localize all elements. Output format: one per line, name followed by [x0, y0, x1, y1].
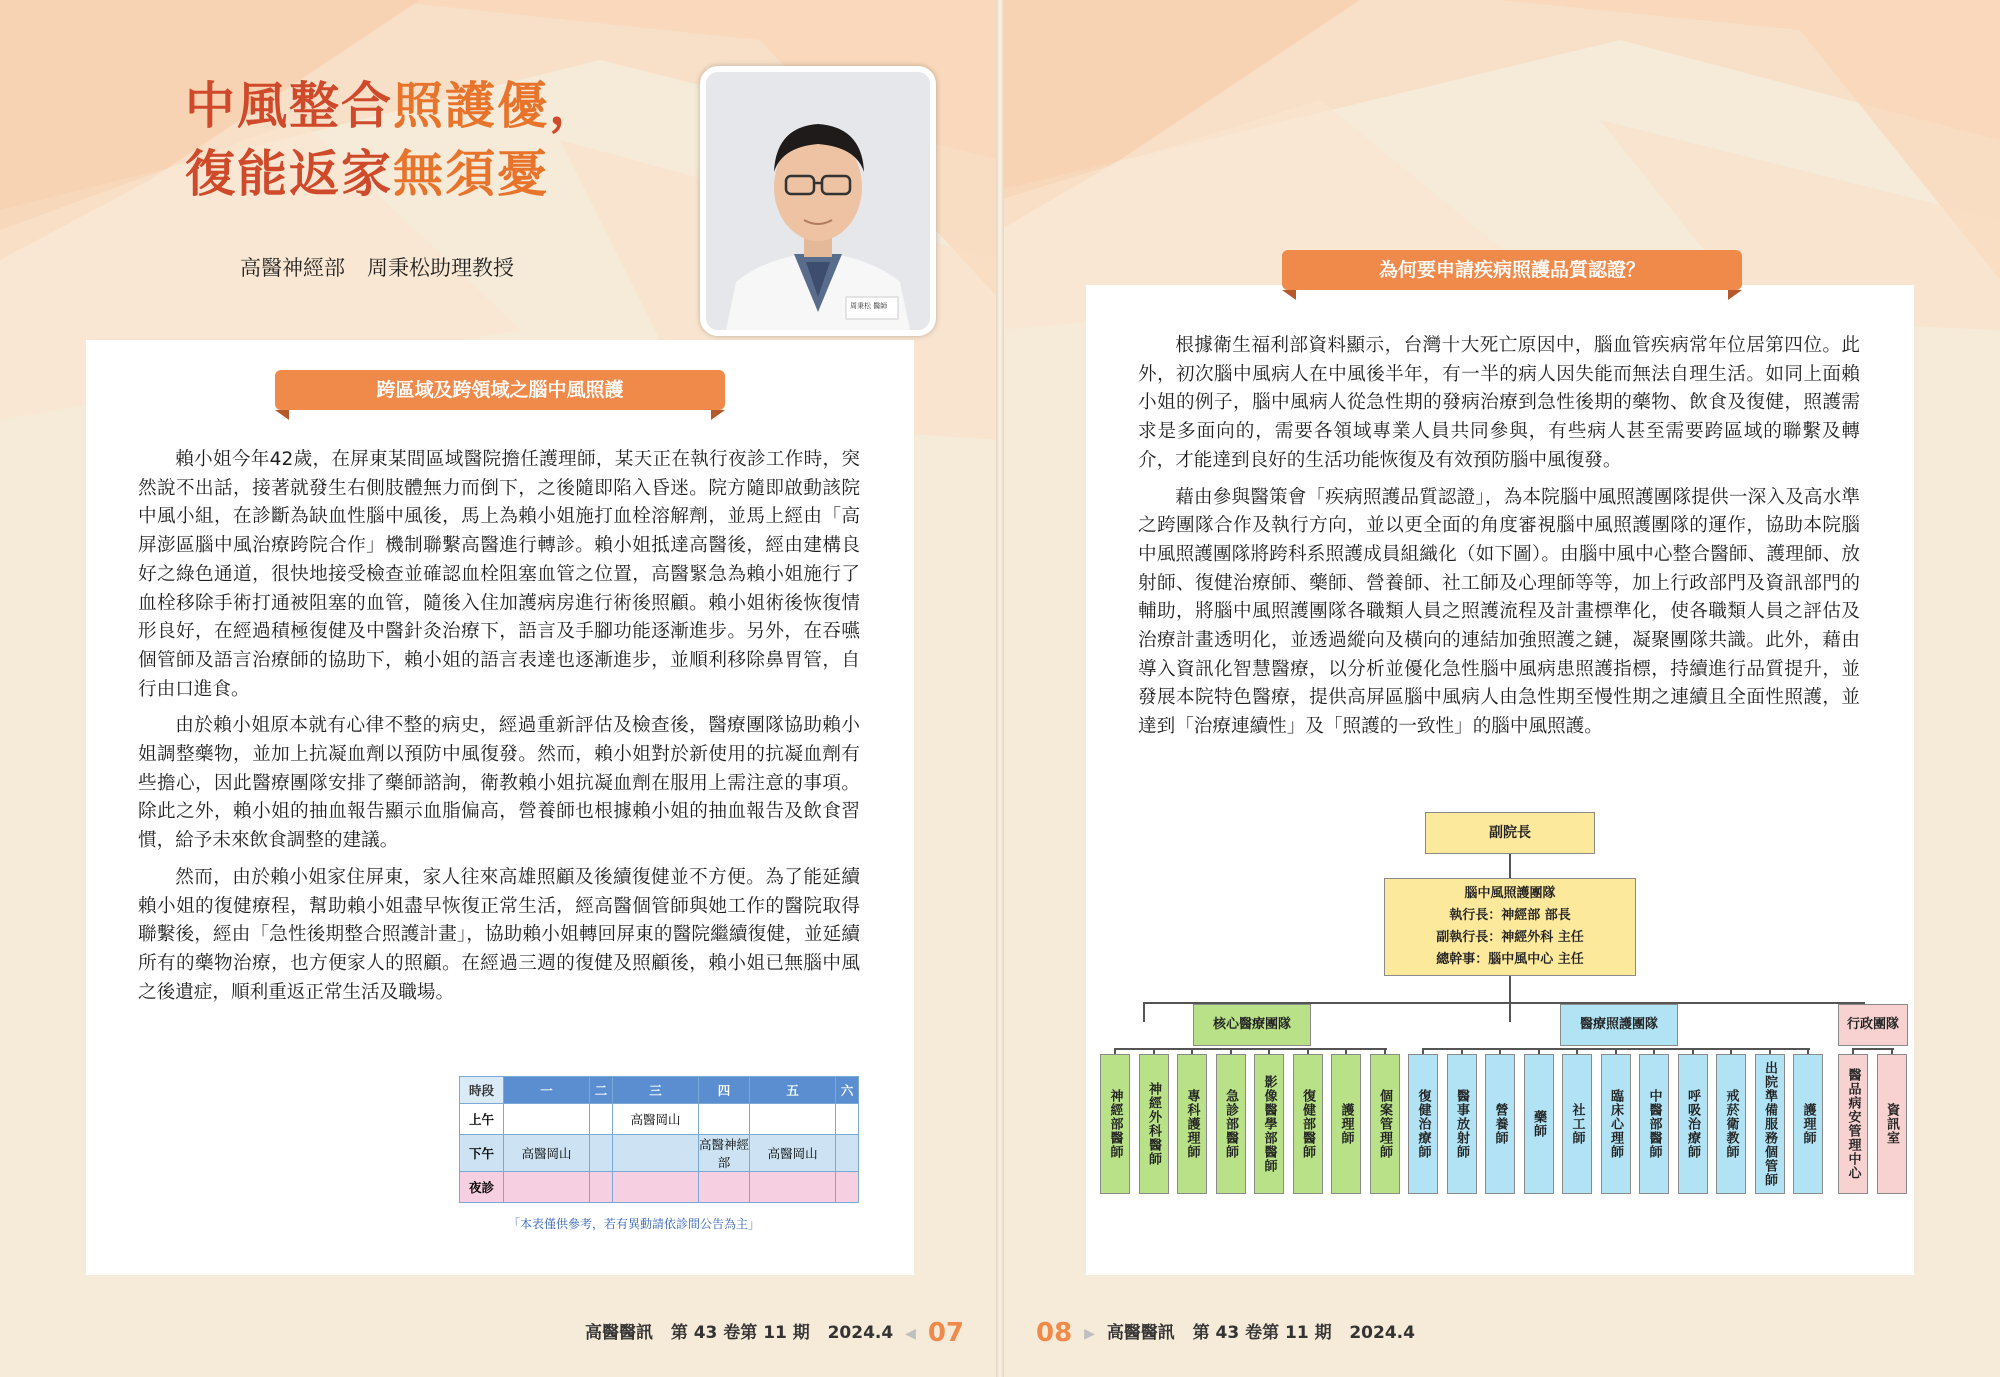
paragraph: 藉由參與醫策會「疾病照護品質認證」，為本院腦中風照護團隊提供一深入及高水準之跨團隊合作及執行方向，並以更全面的角度審視腦中風照護團隊的運作，協助本院腦中風照護團隊將跨科系照護成員組織化（如下圖）。由腦中風中心整合醫師、護理師、放射師、復健治療師、藥師、營養師、社工師及心理師等等，加上行政部門及資訊部門的輔助，將腦中風照護團隊各職類人員之照護流程及計畫標準化，使各職類人員之評估及治療計畫透明化，並透過縱向及橫向的連結加強照護之鏈，凝聚團隊共識。此外，藉由導入資訊化智慧醫療，以分析並優化急性腦中風病患照護指標，持續進行品質提升，並發展本院特色醫療，提供高屏區腦中風病人由急性期至慢性期之連續且全面性照護，並達到「治療連續性」及「照護的一致性」的腦中風照護。 — [1138, 486, 1860, 738]
org-group-admin: 行政團隊 — [1838, 1004, 1908, 1046]
org-team-box — [1384, 878, 1636, 976]
author-name: 周秉松助理教授 — [367, 256, 514, 280]
schedule-cell — [590, 1135, 613, 1172]
org-connector — [1509, 854, 1511, 878]
schedule-header: 六 — [836, 1077, 859, 1104]
issue-date: 2024.4 — [1349, 1323, 1415, 1343]
org-member-box: 醫事放射師 — [1447, 1054, 1477, 1194]
schedule-cell — [503, 1172, 589, 1203]
section-title-left: 跨區域及跨領域之腦中風照護 — [376, 379, 624, 401]
org-connector — [1853, 1048, 1894, 1050]
schedule-row-night — [460, 1172, 859, 1203]
schedule-cell — [612, 1172, 698, 1203]
org-member-box: 醫品病安管理中心 — [1838, 1054, 1868, 1194]
section-title-right: 為何要申請疾病照護品質認證？ — [1378, 259, 1645, 281]
org-member-box: 護理師 — [1793, 1054, 1823, 1194]
org-connector — [1509, 1002, 1511, 1022]
org-member-box: 急診部醫師 — [1216, 1054, 1246, 1194]
right-footer — [1036, 1318, 1415, 1348]
schedule-cell — [612, 1135, 698, 1172]
schedule-cell — [699, 1172, 750, 1203]
schedule-cell — [590, 1104, 613, 1135]
schedule-cell — [750, 1172, 836, 1203]
org-member-box: 復健部醫師 — [1293, 1054, 1323, 1194]
doctor-portrait-image — [706, 72, 930, 330]
org-team-line: 副執行長：神經外科 主任 — [1436, 930, 1584, 945]
schedule-header: 二 — [590, 1077, 613, 1104]
schedule-header: 三 — [612, 1077, 698, 1104]
schedule-cell — [836, 1104, 859, 1135]
org-member-box: 資訊室 — [1877, 1054, 1907, 1194]
org-member-box: 藥師 — [1524, 1054, 1554, 1194]
schedule-cell: 高醫岡山 — [612, 1104, 698, 1135]
org-member-box: 護理師 — [1331, 1054, 1361, 1194]
org-member-box: 呼吸治療師 — [1678, 1054, 1708, 1194]
schedule-row-label: 夜診 — [460, 1172, 504, 1203]
schedule-cell — [836, 1172, 859, 1203]
org-member-box: 神經外科醫師 — [1139, 1054, 1169, 1194]
author-line — [240, 252, 536, 282]
right-article-body — [1138, 332, 1860, 750]
volume-issue: 第 43 卷第 11 期 — [670, 1323, 810, 1343]
left-article-body — [138, 446, 860, 1015]
volume-issue: 第 43 卷第 11 期 — [1192, 1323, 1332, 1343]
schedule-header: 一 — [503, 1077, 589, 1104]
schedule-header: 時段 — [460, 1077, 504, 1104]
paragraph: 然而，由於賴小姐家住屏東，家人往來高雄照顧及後續復健並不方便。為了能延續賴小姐的復健療程，幫助賴小姐盡早恢復正常生活，經高醫個管師與她工作的醫院取得聯繫後，經由「急性後期整合照護計畫」，協助賴小姐轉回屏東的醫院繼續復健，並延續所有的藥物治療，也方便家人的照顧。在經過三週的復健及照顧後，賴小姐已無腦中風之後遺症，順利重返正常生活及職場。 — [138, 866, 860, 1003]
org-member-box: 營養師 — [1485, 1054, 1515, 1194]
name-badge: 周秉松 醫師 — [850, 302, 888, 310]
schedule-header: 四 — [699, 1077, 750, 1104]
page-number: 07 — [927, 1318, 964, 1348]
org-member-box: 復健治療師 — [1408, 1054, 1438, 1194]
org-group-care: 醫療照護團隊 — [1560, 1004, 1678, 1046]
org-team-line: 執行長：神經部 部長 — [1449, 908, 1571, 923]
org-connector — [1143, 1002, 1145, 1022]
org-member-box: 戒菸衛教師 — [1716, 1054, 1746, 1194]
org-member-box: 出院準備服務個管師 — [1755, 1054, 1785, 1194]
paragraph: 根據衛生福利部資料顯示，台灣十大死亡原因中，腦血管疾病常年位居第四位。此外，初次腦中風病人在中風後半年，有一半的病人因失能而無法自理生活。如同上面賴小姐的例子，腦中風病人從急性期的發病治療到急性後期的藥物、飲食及復健，照護需求是多面向的，需要各領域專業人員共同參與，有些病人甚至需要跨區域的聯繫及轉介，才能達到良好的生活功能恢復及有效預防腦中風復發。 — [1138, 335, 1860, 471]
schedule-row-morning — [460, 1104, 859, 1135]
org-group-core: 核心醫療團隊 — [1193, 1004, 1311, 1046]
org-member-box: 專科護理師 — [1177, 1054, 1207, 1194]
org-member-box: 社工師 — [1562, 1054, 1592, 1194]
author-dept: 高醫神經部 — [240, 256, 345, 280]
org-member-box: 中醫部醫師 — [1639, 1054, 1669, 1194]
schedule-cell — [503, 1104, 589, 1135]
section-ribbon-right — [1282, 250, 1742, 290]
section-ribbon-left — [275, 370, 725, 410]
schedule-note: 「本表僅供參考，若有異動請依診間公告為主」 — [508, 1217, 761, 1231]
triangle-right-icon: ▶ — [1084, 1326, 1095, 1342]
right-page — [1000, 0, 2000, 1377]
org-team-name: 腦中風照護團隊 — [1464, 886, 1556, 901]
article-title: 中風整合照護優， 復能返家無須憂 — [185, 77, 601, 203]
book-spine — [996, 0, 1004, 1377]
schedule-row-afternoon — [460, 1135, 859, 1172]
triangle-left-icon: ◀ — [905, 1326, 916, 1342]
org-connector — [1509, 976, 1511, 1002]
page-number: 08 — [1036, 1318, 1073, 1348]
schedule-cell: 高醫岡山 — [503, 1135, 589, 1172]
journal-name: 高醫醫訊 — [585, 1323, 654, 1343]
org-connector — [1423, 1048, 1810, 1050]
org-member-box: 神經部醫師 — [1100, 1054, 1130, 1194]
issue-date: 2024.4 — [827, 1323, 894, 1343]
paragraph: 由於賴小姐原本就有心律不整的病史，經過重新評估及檢查後，醫療團隊協助賴小姐調整藥物，並加上抗凝血劑以預防中風復發。然而，賴小姐對於新使用的抗凝血劑有些擔心，因此醫療團隊安排了藥師諮詢，衛教賴小姐抗凝血劑在服用上需注意的事項。除此之外，賴小姐的抽血報告顯示血脂偏高，營養師也根據賴小姐的抽血報告及飲食習慣，給予未來飲食調整的建議。 — [138, 715, 860, 852]
org-top-box: 副院長 — [1425, 812, 1595, 854]
schedule-cell — [699, 1104, 750, 1135]
paragraph: 賴小姐今年42歲，在屏東某間區域醫院擔任護理師，某天正在執行夜診工作時，突然說不出話，接著就發生右側肢體無力而倒下，之後隨即陷入昏迷。院方隨即啟動該院中風小組，在診斷為缺血性腦中風後，馬上為賴小姐施打血栓溶解劑，並馬上經由「高屏澎區腦中風治療跨院合作」機制聯繫高醫進行轉診。賴小姐抵達高醫後，經由建構良好之綠色通道，很快地接受檢查並確認血栓阻塞血管之位置，高醫緊急為賴小姐施行了血栓移除手術打通被阻塞的血管，隨後入住加護病房進行術後照顧。賴小姐術後恢復情形良好，在經過積極復健及中醫針灸治療下，語言及手腳功能逐漸進步。另外，在吞嚥個管師及語言治療師的協助下，賴小姐的語言表達也逐漸進步，並順利移除鼻胃管，自行由口進食。 — [138, 449, 860, 700]
doctor-photo — [700, 66, 936, 336]
org-member-box: 影像醫學部醫師 — [1254, 1054, 1284, 1194]
org-member-box: 個案管理師 — [1370, 1054, 1400, 1194]
schedule-cell — [836, 1135, 859, 1172]
schedule-cell — [590, 1172, 613, 1203]
org-team-line: 總幹事：腦中風中心 主任 — [1436, 952, 1584, 967]
schedule-row-label: 下午 — [460, 1135, 504, 1172]
schedule-header: 五 — [750, 1077, 836, 1104]
left-footer — [585, 1318, 964, 1348]
org-member-box: 臨床心理師 — [1601, 1054, 1631, 1194]
schedule-cell — [750, 1104, 836, 1135]
schedule-cell: 高醫岡山 — [750, 1135, 836, 1172]
schedule-cell: 高醫神經部 — [699, 1135, 750, 1172]
journal-name: 高醫醫訊 — [1106, 1323, 1175, 1343]
schedule-row-label: 上午 — [460, 1104, 504, 1135]
clinic-schedule-table — [459, 1076, 859, 1203]
